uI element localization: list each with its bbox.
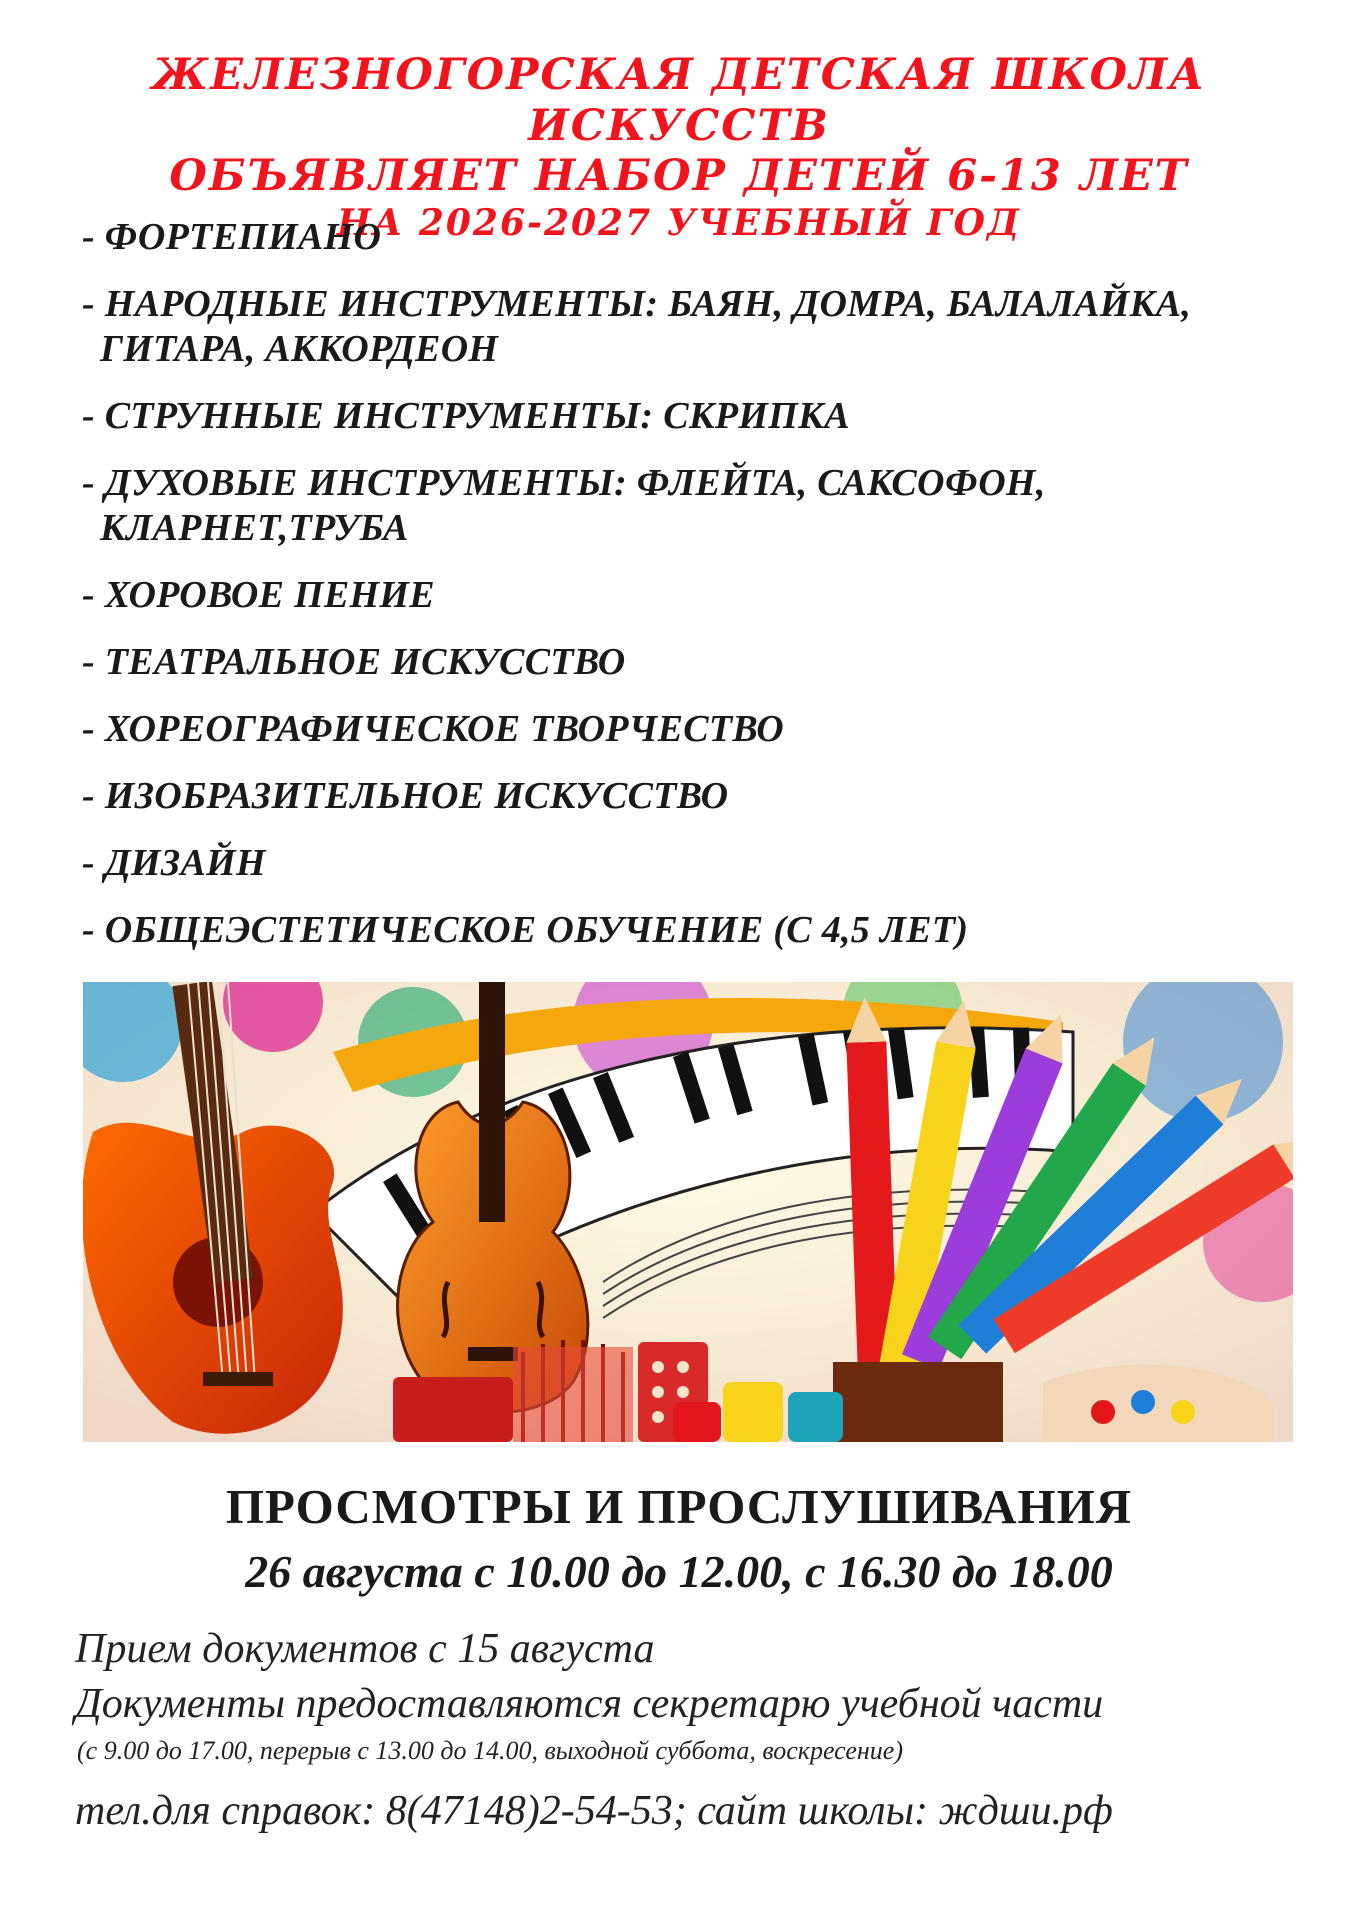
list-item xyxy=(82,640,1292,685)
course-folk-cont: ГИТАРА, АККОРДЕОН xyxy=(100,328,499,370)
course-general: - ОБЩЕЭСТЕТИЧЕСКОЕ ОБУЧЕНИЕ (С 4,5 ЛЕТ) xyxy=(82,909,969,951)
list-item xyxy=(82,282,1292,372)
list-item xyxy=(82,461,1292,551)
office-hours: (с 9.00 до 17.00, перерыв с 13.00 до 14.00, выходной суббота, воскресение) xyxy=(77,1736,903,1765)
arts-banner-image xyxy=(83,982,1293,1442)
auditions-title: ПРОСМОТРЫ И ПРОСЛУШИВАНИЯ xyxy=(225,1479,1133,1534)
list-item xyxy=(82,908,1292,953)
auditions-time: 26 августа с 10.00 до 12.00, с 16.30 до 18.00 xyxy=(245,1546,1113,1597)
list-item xyxy=(82,215,1292,260)
course-theatre: - ТЕАТРАЛЬНОЕ ИСКУССТВО xyxy=(82,641,626,683)
list-item xyxy=(82,707,1292,752)
course-list xyxy=(82,215,1292,975)
contact-info: тел.для справок: 8(47148)2-54-53; сайт школы: ждши.рф xyxy=(75,1788,1113,1834)
course-folk: - НАРОДНЫЕ ИНСТРУМЕНТЫ: БАЯН, ДОМРА, БАЛАЛАЙКА, xyxy=(82,283,1192,325)
course-wind: - ДУХОВЫЕ ИНСТРУМЕНТЫ: ФЛЕЙТА, САКСОФОН, xyxy=(82,462,1046,504)
academic-year: НА 2026-2027 УЧЕБНЫЙ ГОД xyxy=(336,202,1022,245)
list-item xyxy=(82,774,1292,819)
list-item xyxy=(82,573,1292,618)
course-fine-art: - ИЗОБРАЗИТЕЛЬНОЕ ИСКУССТВО xyxy=(82,775,729,817)
course-strings: - СТРУННЫЕ ИНСТРУМЕНТЫ: СКРИПКА xyxy=(82,395,850,437)
documents-where: Документы предоставляются секретарю учебной части xyxy=(75,1681,1104,1727)
course-choir: - ХОРОВОЕ ПЕНИЕ xyxy=(82,574,435,616)
school-name: ЖЕЛЕЗНОГОРСКАЯ ДЕТСКАЯ ШКОЛА ИСКУССТВ xyxy=(151,50,1207,151)
enrollment-announcement: ОБЪЯВЛЯЕТ НАБОР ДЕТЕЙ 6-13 ЛЕТ xyxy=(169,151,1189,202)
course-wind-cont: КЛАРНЕТ,ТРУБА xyxy=(100,507,409,549)
course-choreography: - ХОРЕОГРАФИЧЕСКОЕ ТВОРЧЕСТВО xyxy=(82,708,784,750)
documents-start: Прием документов с 15 августа xyxy=(75,1626,655,1672)
list-item xyxy=(82,841,1292,886)
course-piano: - ФОРТЕПИАНО xyxy=(82,216,382,258)
list-item xyxy=(82,394,1292,439)
course-design: - ДИЗАЙН xyxy=(82,842,266,884)
